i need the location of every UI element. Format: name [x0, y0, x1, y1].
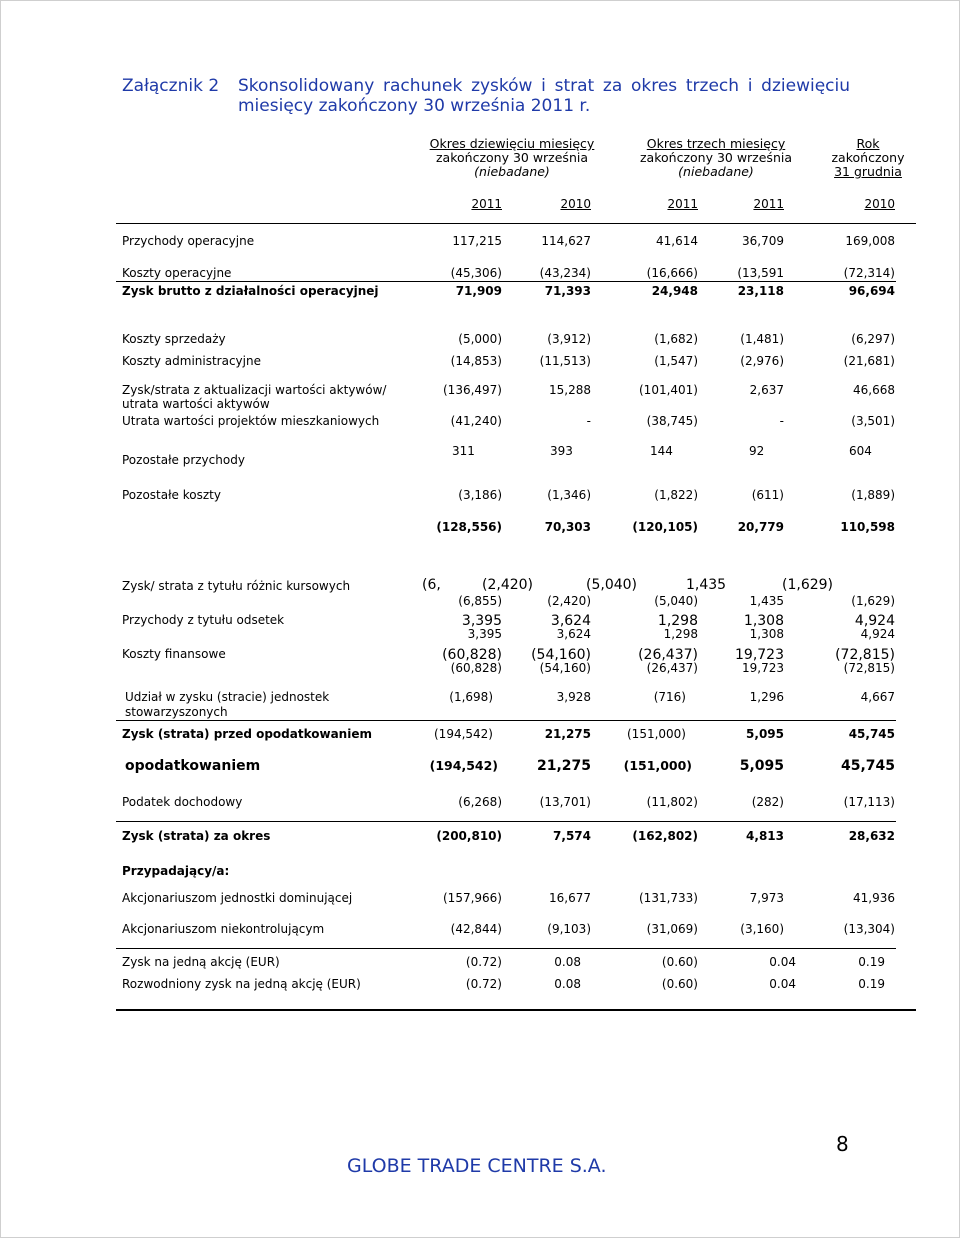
value-cell: (43,234) — [539, 266, 591, 280]
value-cell: (14,853) — [450, 354, 502, 368]
value-cell: 5,095 — [739, 758, 784, 774]
value-cell: 20,779 — [737, 520, 784, 534]
value-cell: (3,501) — [851, 414, 895, 428]
value-cell: (200,810) — [436, 829, 502, 843]
row-label: Zysk na jedną akcję (EUR) — [122, 955, 280, 969]
row-label: Podatek dochodowy — [122, 795, 243, 809]
overlay-value: (54,160) — [531, 647, 591, 663]
value-cell: (6,855) — [458, 594, 502, 608]
value-cell: (2,976) — [740, 354, 784, 368]
value-cell: 110,598 — [840, 520, 895, 534]
value-cell: (2,420) — [547, 594, 591, 608]
value-cell: (1,547) — [654, 354, 698, 368]
value-cell: (38,745) — [646, 414, 698, 428]
column-group-three-months-line1: Okres trzech miesięcy — [646, 136, 786, 151]
overlay-value: (1,629) — [782, 577, 834, 593]
row-label: opodatkowaniem — [125, 758, 261, 774]
value-cell: (72,314) — [843, 266, 895, 280]
value-cell: (6,268) — [458, 795, 502, 809]
value-cell: 19,723 — [742, 661, 784, 675]
overlay-value: (26,437) — [638, 647, 698, 663]
column-group-three-months-line3: (niebadane) — [678, 164, 754, 179]
value-cell: 28,632 — [848, 829, 895, 843]
table-bottom-rule — [116, 1009, 916, 1011]
value-cell: 0.04 — [769, 955, 796, 969]
row-label: Zysk/ strata z tytułu różnic kursowych — [122, 579, 351, 593]
row-label: Przychody operacyjne — [122, 234, 255, 248]
row-label: Pozostałe przychody — [122, 453, 245, 467]
value-cell: (60,828) — [450, 661, 502, 675]
value-cell: (13,701) — [539, 795, 591, 809]
value-cell: 0.19 — [858, 955, 885, 969]
column-group-nine-months — [420, 137, 604, 179]
row-label: Utrata wartości projektów mieszkaniowych — [122, 414, 380, 428]
value-cell: 23,118 — [737, 284, 784, 298]
value-cell: 45,745 — [848, 727, 895, 741]
value-cell: 46,668 — [853, 383, 895, 397]
value-cell: (6,297) — [851, 332, 895, 346]
value-cell: 393 — [550, 444, 573, 458]
year-cell: 2011 — [753, 197, 784, 211]
value-cell: (1,889) — [851, 488, 895, 502]
value-cell: 21,275 — [536, 758, 591, 774]
value-cell: (3,186) — [458, 488, 502, 502]
value-cell: 3,928 — [556, 690, 591, 704]
value-cell: (31,069) — [646, 922, 698, 936]
value-cell: (1,346) — [547, 488, 591, 502]
value-cell: (3,160) — [740, 922, 784, 936]
column-group-year-line1: Rok — [856, 136, 880, 151]
value-cell: (0.60) — [661, 977, 698, 991]
value-cell: 3,395 — [467, 627, 502, 641]
value-cell: (41,240) — [450, 414, 502, 428]
column-group-year-line2: zakończony — [831, 150, 905, 165]
value-cell: (54,160) — [539, 661, 591, 675]
overlay-value: (5,040) — [586, 577, 638, 593]
value-cell: 41,936 — [853, 891, 895, 905]
value-cell: (1,682) — [654, 332, 698, 346]
net-rule — [116, 821, 896, 822]
value-cell: (16,666) — [646, 266, 698, 280]
value-cell: 24,948 — [651, 284, 698, 298]
row-label: Rozwodniony zysk na jedną akcję (EUR) — [122, 977, 361, 991]
value-cell: (11,802) — [646, 795, 698, 809]
value-cell: (194,542) — [434, 727, 493, 741]
row-label: Koszty administracyjne — [122, 354, 261, 368]
column-group-nine-months-line3: (niebadane) — [474, 164, 550, 179]
value-cell: 1,435 — [749, 594, 784, 608]
value-cell: 4,924 — [860, 627, 895, 641]
value-cell: (0.60) — [661, 955, 698, 969]
row-label: Koszty sprzedaży — [122, 332, 226, 346]
value-cell: 1,296 — [749, 690, 784, 704]
value-cell: (9,103) — [547, 922, 591, 936]
value-cell: (45,306) — [450, 266, 502, 280]
value-cell: 45,745 — [840, 758, 895, 774]
column-group-nine-months-line2: zakończony 30 września — [435, 150, 589, 165]
value-cell: 1,308 — [749, 627, 784, 641]
row-label: Zysk brutto z działalności operacyjnej — [122, 284, 379, 298]
eps-rule — [116, 948, 896, 949]
value-cell: 7,973 — [749, 891, 784, 905]
value-cell: (13,304) — [843, 922, 895, 936]
annex-label: Załącznik 2 — [122, 76, 220, 96]
value-cell: 0.04 — [769, 977, 796, 991]
year-cell: 2010 — [864, 197, 895, 211]
row-label-line2: stowarzyszonych — [125, 705, 228, 719]
value-cell: 15,288 — [549, 383, 591, 397]
row-label: Przychody z tytułu odsetek — [122, 613, 285, 627]
row-label: Akcjonariuszom niekontrolującym — [122, 922, 325, 936]
value-cell: 41,614 — [656, 234, 698, 248]
value-cell: (611) — [751, 488, 784, 502]
row-label: Pozostałe koszty — [122, 488, 221, 502]
value-cell: (101,401) — [639, 383, 698, 397]
value-cell: 114,627 — [541, 234, 591, 248]
value-cell: 144 — [650, 444, 673, 458]
value-cell: (0.72) — [465, 955, 502, 969]
value-cell: (21,681) — [843, 354, 895, 368]
value-cell: 71,393 — [544, 284, 591, 298]
column-group-nine-months-line1: Okres dziewięciu miesięcy — [429, 136, 595, 151]
overlay-value: 1,298 — [657, 613, 698, 629]
value-cell: 117,215 — [452, 234, 502, 248]
value-cell: 36,709 — [742, 234, 784, 248]
row-label: Zysk (strata) przed opodatkowaniem — [122, 727, 372, 741]
value-cell: (1,481) — [740, 332, 784, 346]
value-cell: 5,095 — [746, 727, 784, 741]
value-cell: 16,677 — [549, 891, 591, 905]
value-cell: 96,694 — [848, 284, 895, 298]
value-cell: (136,497) — [443, 383, 502, 397]
overlay-value: 4,924 — [854, 613, 895, 629]
row-label: Przypadający/a: — [122, 864, 230, 878]
page-number: 8 — [836, 1132, 849, 1156]
value-cell: (42,844) — [450, 922, 502, 936]
value-cell: (72,815) — [843, 661, 895, 675]
overlay-value: 19,723 — [735, 647, 784, 663]
value-cell: 604 — [849, 444, 872, 458]
overlay-value: 3,624 — [550, 613, 591, 629]
year-cell: 2011 — [471, 197, 502, 211]
overlay-value: 3,395 — [461, 613, 502, 629]
row-label: Koszty operacyjne — [122, 266, 232, 280]
value-cell: - — [779, 414, 784, 428]
value-cell: 2,637 — [749, 383, 784, 397]
year-cell: 2011 — [667, 197, 698, 211]
overlay-value: (2,420) — [482, 577, 534, 593]
subtotal-rule — [116, 281, 896, 282]
value-cell: 1,298 — [663, 627, 698, 641]
value-cell: (13,591 — [737, 266, 784, 280]
row-label-line1: Zysk/strata z aktualizacji wartości aktywów/ — [122, 383, 387, 397]
value-cell: 7,574 — [553, 829, 591, 843]
value-cell: (157,966) — [443, 891, 502, 905]
row-label-line1: Udział w zysku (stracie) jednostek — [125, 690, 330, 704]
value-cell: (26,437) — [646, 661, 698, 675]
value-cell: - — [586, 414, 591, 428]
value-cell: (151,000) — [623, 758, 692, 773]
overlay-value: 1,308 — [743, 613, 784, 629]
value-cell: 71,909 — [455, 284, 502, 298]
value-cell: (11,513) — [539, 354, 591, 368]
value-cell: 0.08 — [554, 977, 581, 991]
value-cell: (17,113) — [843, 795, 895, 809]
header-rule — [116, 223, 916, 224]
value-cell: (5,040) — [654, 594, 698, 608]
value-cell: (3,912) — [547, 332, 591, 346]
footer-company-name: GLOBE TRADE CENTRE S.A. — [347, 1155, 607, 1177]
value-cell: (162,802) — [632, 829, 698, 843]
value-cell: 70,303 — [544, 520, 591, 534]
row-label-line2: utrata wartości aktywów — [122, 397, 270, 411]
overlay-value: (6, — [422, 577, 441, 593]
value-cell: 3,624 — [556, 627, 591, 641]
value-cell: (5,000) — [458, 332, 502, 346]
year-cell: 2010 — [560, 197, 591, 211]
value-cell: 169,008 — [845, 234, 895, 248]
value-cell: 0.08 — [554, 955, 581, 969]
value-cell: 4,667 — [860, 690, 895, 704]
column-group-year — [820, 137, 916, 179]
value-cell: (282) — [751, 795, 784, 809]
value-cell: (194,542) — [429, 758, 498, 773]
statement-title-line1: Skonsolidowany rachunek zysków i strat za okres trzech i dziewięciu — [238, 76, 850, 96]
value-cell: 4,813 — [746, 829, 784, 843]
row-label: Akcjonariuszom jednostki dominującej — [122, 891, 353, 905]
column-group-three-months — [626, 137, 806, 179]
value-cell: 21,275 — [544, 727, 591, 741]
overlay-value: (60,828) — [442, 647, 502, 663]
value-cell: (1,629) — [851, 594, 895, 608]
value-cell: 0.19 — [858, 977, 885, 991]
statement-title — [238, 76, 850, 116]
pretax-rule — [116, 720, 896, 721]
value-cell: (716) — [653, 690, 686, 704]
row-label: Zysk (strata) za okres — [122, 829, 271, 843]
statement-title-line2: miesięcy zakończony 30 września 2011 r. — [238, 96, 591, 116]
value-cell: (1,822) — [654, 488, 698, 502]
value-cell: (120,105) — [632, 520, 698, 534]
column-group-year-line3: 31 grudnia — [834, 164, 902, 179]
column-group-three-months-line2: zakończony 30 września — [639, 150, 793, 165]
value-cell: (151,000) — [627, 727, 686, 741]
value-cell: 311 — [452, 444, 475, 458]
overlay-value: 1,435 — [686, 577, 727, 593]
row-label: Koszty finansowe — [122, 647, 226, 661]
value-cell: (1,698) — [449, 690, 493, 704]
value-cell: (128,556) — [436, 520, 502, 534]
value-cell: (0.72) — [465, 977, 502, 991]
overlay-value: (72,815) — [835, 647, 895, 663]
value-cell: 92 — [749, 444, 765, 458]
value-cell: (131,733) — [639, 891, 698, 905]
